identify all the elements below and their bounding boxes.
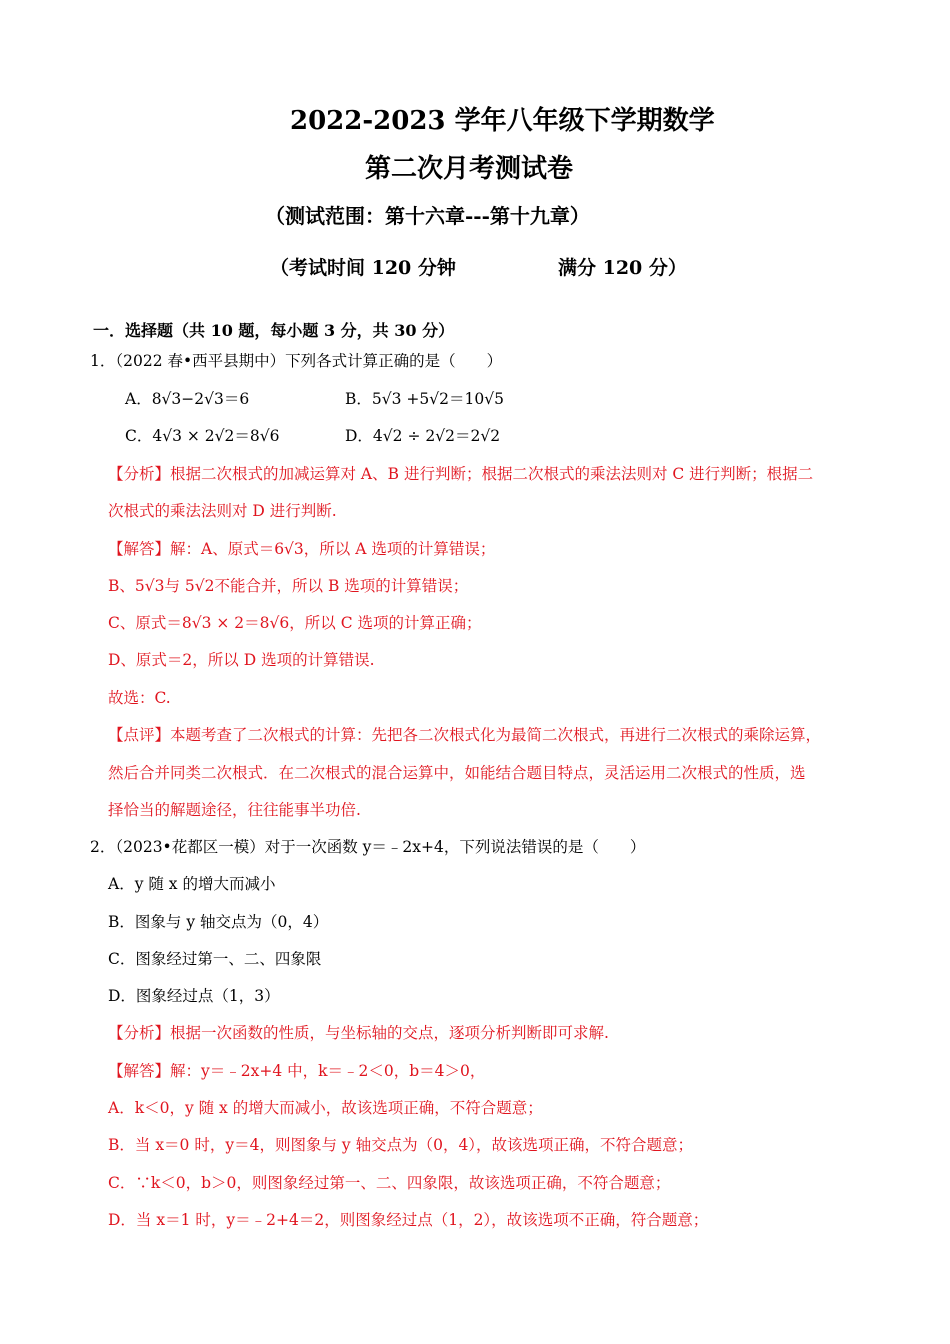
q1-comment-line-1: 【点评】本题考查了二次根式的计算：先把各二次根式化为最简二次根式，再进行二次根式的乘除运算， <box>108 726 822 744</box>
q1-answer-line-4: D、原式＝2，所以 D 选项的计算错误. <box>108 651 375 669</box>
q1-option-c: C．4√3 × 2√2＝8√6 <box>125 427 280 445</box>
q1-answer-line-2: B、5√3与 5√2不能合并，所以 B 选项的计算错误； <box>108 577 469 595</box>
q2-answer-line-1: A．k＜0，y 随 x 的增大而减小，故该选项正确，不符合题意； <box>108 1099 543 1117</box>
q1-answer-line-1: 【解答】解：A、原式＝6√3，所以 A 选项的计算错误； <box>108 540 496 558</box>
q1-choice: 故选：C. <box>108 689 171 707</box>
q2-answer-line-4: D．当 x＝1 时，y＝﹣2+4＝2，则图象经过点（1，2），故该选项不正确，符合题意； <box>108 1211 709 1229</box>
exam-time: （考试时间 120 分钟 <box>270 257 456 279</box>
q1-stem: 1．（2022 春•西平县期中）下列各式计算正确的是（ ） <box>90 352 503 370</box>
q2-option-d: D．图象经过点（1，3） <box>108 987 280 1005</box>
q2-answer-line-0: 【解答】解：y＝﹣2x+4 中，k＝﹣2＜0，b＝4＞0， <box>108 1062 486 1080</box>
title-line-2: 第二次月考测试卷 <box>365 154 574 184</box>
q2-stem: 2．（2023•花都区一模）对于一次函数 y＝﹣2x+4，下列说法错误的是（ ） <box>90 838 646 856</box>
q2-answer-line-2: B．当 x＝0 时，y＝4，则图象与 y 轴交点为（0，4），故该选项正确，不符合题意； <box>108 1136 694 1154</box>
section-heading: 一．选择题（共 10 题，每小题 3 分，共 30 分） <box>93 321 455 340</box>
q1-option-a: A．8√3−2√3＝6 <box>125 390 250 408</box>
full-score: 满分 120 分） <box>558 257 687 279</box>
q1-analysis-line-1: 【分析】根据二次根式的加减运算对 A、B 进行判断；根据二次根式的乘法法则对 C 进行判断；根据二 <box>108 465 814 483</box>
q2-option-b: B．图象与 y 轴交点为（0，4） <box>108 913 329 931</box>
title-line-1: 2022-2023 学年八年级下学期数学 <box>290 106 715 136</box>
q2-option-c: C．图象经过第一、二、四象限 <box>108 950 322 968</box>
q1-option-d: D．4√2 ÷ 2√2＝2√2 <box>345 427 501 445</box>
q1-answer-line-3: C、原式＝8√3 × 2＝8√6，所以 C 选项的计算正确； <box>108 614 482 632</box>
q1-option-b: B．5√3 +5√2＝10√5 <box>345 390 504 408</box>
test-scope: （测试范围：第十六章---第十九章） <box>265 204 590 228</box>
q1-comment-line-3: 择恰当的解题途径，往往能事半功倍. <box>108 801 361 819</box>
q1-analysis-line-2: 次根式的乘法法则对 D 进行判断. <box>108 502 337 520</box>
q2-option-a: A．y 随 x 的增大而减小 <box>108 875 276 893</box>
q2-analysis: 【分析】根据一次函数的性质，与坐标轴的交点，逐项分析判断即可求解. <box>108 1024 609 1042</box>
q2-answer-line-3: C．∵k＜0，b＞0，则图象经过第一、二、四象限，故该选项正确，不符合题意； <box>108 1174 671 1192</box>
q1-comment-line-2: 然后合并同类二次根式．在二次根式的混合运算中，如能结合题目特点，灵活运用二次根式的性质，选 <box>108 764 806 782</box>
